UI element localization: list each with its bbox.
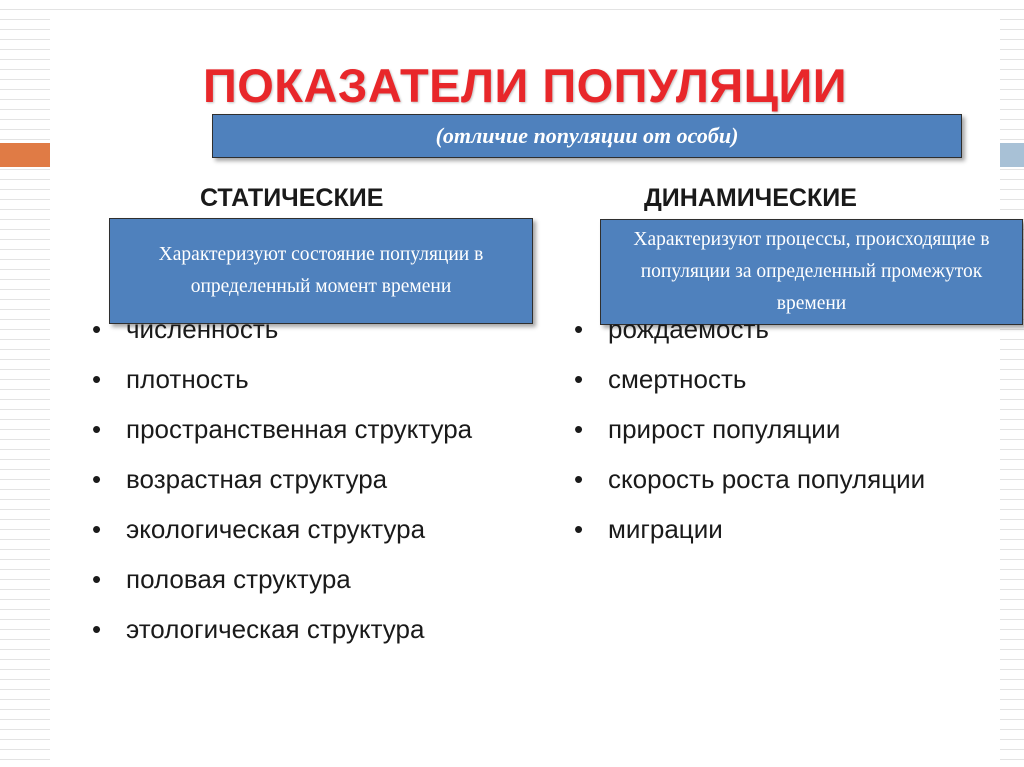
list-item: • смертность (574, 364, 747, 394)
slide-title: ПОКАЗАТЕЛИ ПОПУЛЯЦИИ (202, 59, 848, 112)
bullet-icon: • (92, 414, 102, 444)
accent-bar-right (1000, 143, 1024, 167)
list-item: • численность (92, 314, 279, 344)
bullet-icon: • (574, 514, 584, 544)
dynamic-list (570, 312, 1010, 562)
accent-bar-left (0, 143, 50, 167)
bullet-icon: • (574, 364, 584, 394)
bullet-icon: • (574, 464, 584, 494)
dynamic-description: Характеризуют процессы, происходящие в популяции за определенный промежуток времени (633, 229, 990, 314)
bullet-icon: • (92, 314, 102, 344)
bullet-icon: • (92, 614, 102, 644)
bullet-icon: • (92, 364, 102, 394)
subtitle-box (212, 114, 962, 158)
list-item: • рождаемость (574, 314, 769, 344)
list-item: • миграции (574, 514, 723, 544)
static-list (88, 312, 508, 662)
bullet-icon: • (574, 414, 584, 444)
bullet-icon: • (92, 564, 102, 594)
static-description: Характеризуют состояние популяции в определенный момент времени (158, 244, 484, 297)
list-item: • прирост популяции (574, 414, 841, 444)
list-item: • плотность (92, 364, 249, 394)
list-item: • возрастная структура (92, 464, 388, 494)
bullet-icon: • (574, 314, 584, 344)
list-item: • этологическая структура (92, 614, 425, 644)
subtitle-text: (отличие популяции от особи) (435, 123, 739, 148)
dynamic-heading: ДИНАМИЧЕСКИЕ (644, 184, 857, 212)
list-item: • скорость роста популяции (574, 464, 926, 494)
list-item: • половая структура (92, 564, 351, 594)
bullet-icon: • (92, 514, 102, 544)
static-description-box (109, 218, 533, 324)
list-item: • экологическая структура (92, 514, 426, 544)
list-item: • пространственная структура (92, 414, 473, 444)
static-heading: СТАТИЧЕСКИЕ (200, 184, 384, 212)
bullet-icon: • (92, 464, 102, 494)
dynamic-description-box (600, 219, 1023, 325)
